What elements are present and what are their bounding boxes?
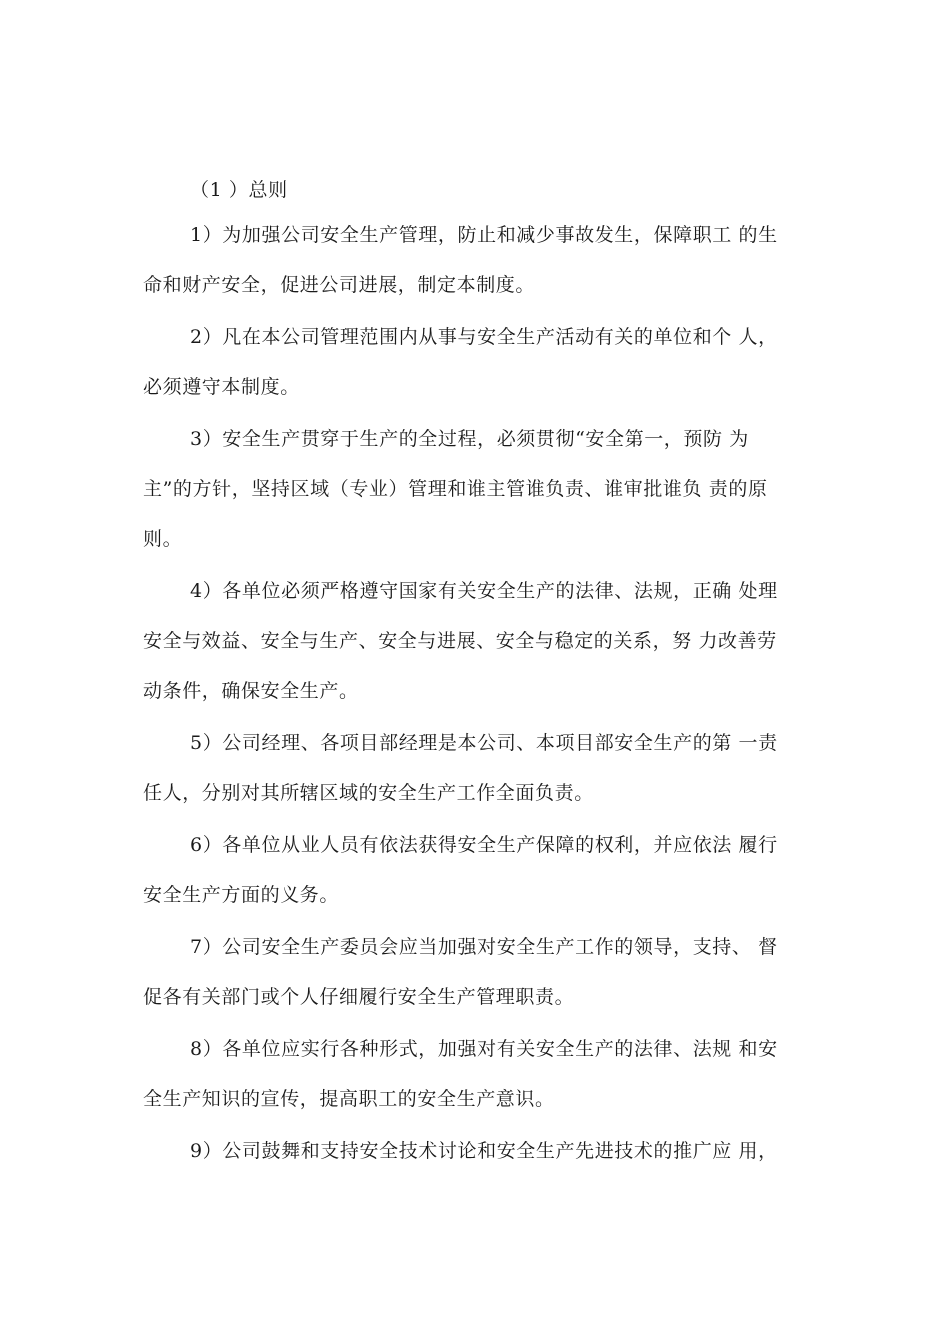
paragraph-6-line-2: 安全生产方面的义务。	[143, 884, 340, 906]
paragraph-8-line-1: 8）各单位应实行各种形式，加强对有关安全生产的法律、法规 和安	[190, 1038, 778, 1060]
paragraph-5-line-1: 5）公司经理、各项目部经理是本公司、本项目部安全生产的第 一责	[190, 732, 778, 754]
paragraph-4-line-1: 4）各单位必须严格遵守国家有关安全生产的法律、法规，正确 处理	[190, 580, 778, 602]
paragraph-9-line-1: 9）公司鼓舞和支持安全技术讨论和安全生产先进技术的推广应 用，	[190, 1140, 778, 1162]
paragraph-3-line-3: 则。	[143, 528, 183, 550]
paragraph-2-line-1: 2）凡在本公司管理范围内从事与安全生产活动有关的单位和个 人，	[190, 326, 778, 348]
paragraph-4-line-2: 安全与效益、安全与生产、安全与进展、安全与稳定的关系，努 力改善劳	[143, 630, 777, 652]
paragraph-3-line-1: 3）安全生产贯穿于生产的全过程，必须贯彻“安全第一，预防 为	[190, 428, 749, 450]
paragraph-3-line-2: 主”的方针，坚持区域（专业）管理和谁主管谁负责、谁审批谁负 责的原	[143, 478, 768, 500]
paragraph-1-line-1: 1）为加强公司安全生产管理，防止和减少事故发生，保障职工 的生	[190, 224, 778, 246]
paragraph-4-line-3: 动条件，确保安全生产。	[143, 680, 359, 702]
paragraph-1-line-2: 命和财产安全，促进公司进展，制定本制度。	[143, 274, 536, 296]
paragraph-5-line-2: 任人，分别对其所辖区域的安全生产工作全面负责。	[143, 782, 594, 804]
paragraph-6-line-1: 6）各单位从业人员有依法获得安全生产保障的权利，并应依法 履行	[190, 834, 778, 856]
paragraph-7-line-1: 7）公司安全生产委员会应当加强对安全生产工作的领导，支持、 督	[190, 936, 778, 958]
section-heading: （1 ）总则	[190, 179, 288, 201]
paragraph-7-line-2: 促各有关部门或个人仔细履行安全生产管理职责。	[143, 986, 575, 1008]
paragraph-2-line-2: 必须遵守本制度。	[143, 376, 300, 398]
paragraph-8-line-2: 全生产知识的宣传，提高职工的安全生产意识。	[143, 1088, 555, 1110]
